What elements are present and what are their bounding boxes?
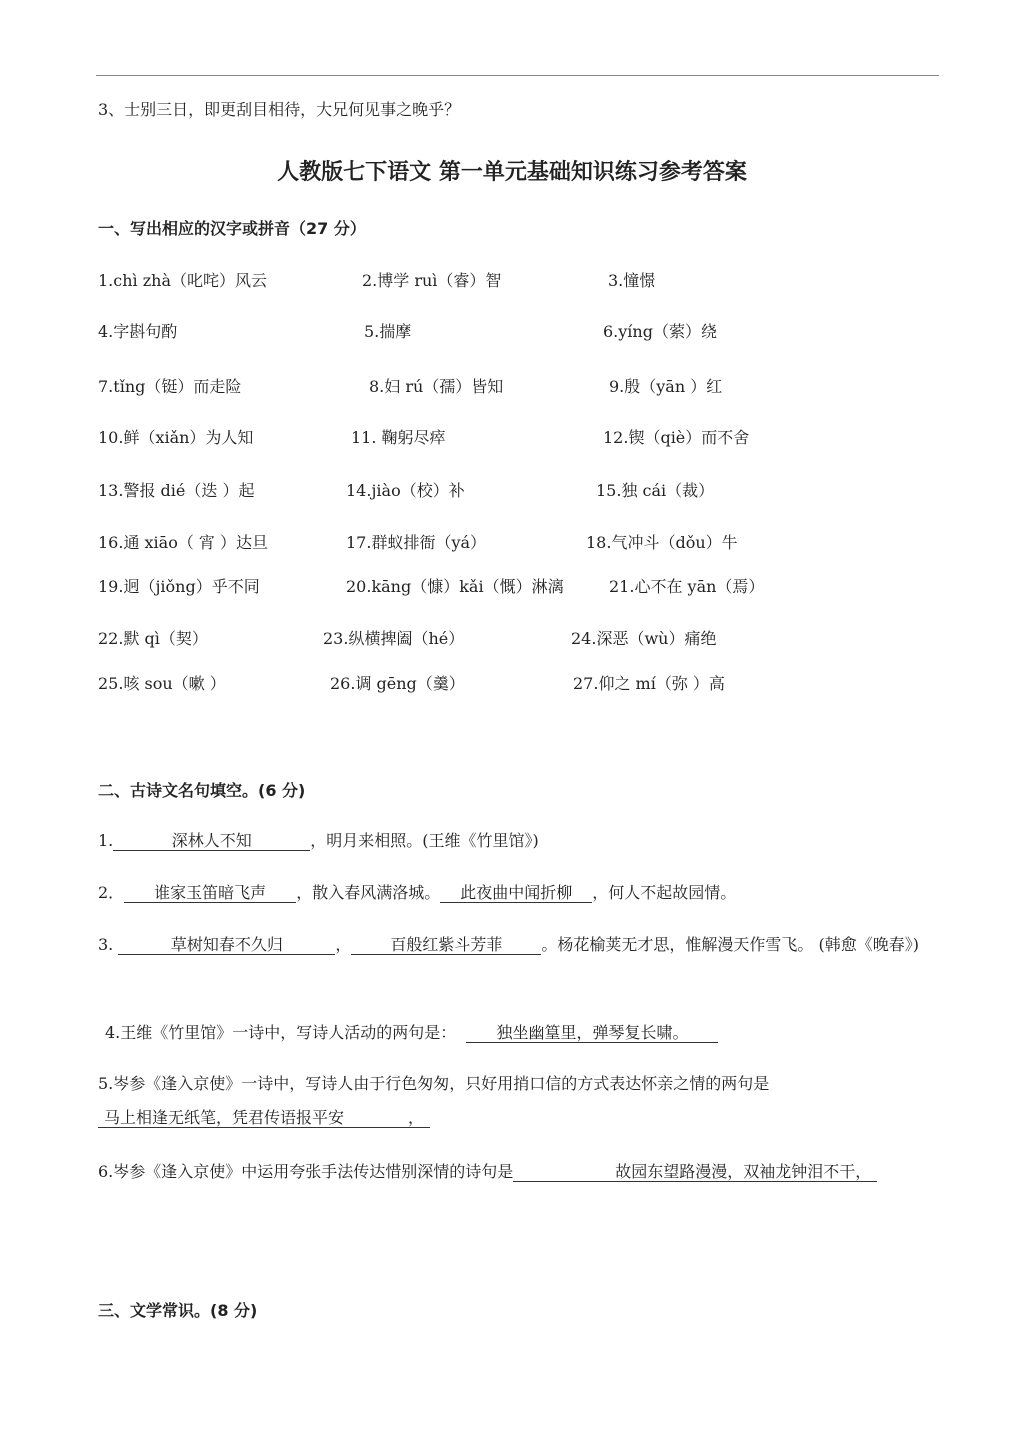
item-18: 18.气冲斗（dǒu）牛 [586, 533, 738, 552]
item-23: 23.纵横捭阖（hé） [323, 629, 465, 648]
item-11: 11. 鞠躬尽瘁 [351, 428, 446, 447]
item-7: 7.tǐng（铤）而走险 [98, 377, 242, 396]
poem-q1 [98, 831, 539, 851]
item-6: 6.yíng（萦）绕 [603, 322, 717, 341]
q4-prefix: 4.王维《竹里馆》一诗中，写诗人活动的两句是： [105, 1023, 457, 1042]
q2-number: 2． [98, 883, 125, 902]
item-9: 9.殷（yān ）红 [609, 377, 723, 396]
q4-answer: 独坐幽篁里，弹琴复长啸。 [466, 1024, 718, 1043]
item-21: 21.心不在 yān（焉） [609, 577, 765, 596]
poem-q6 [98, 1155, 940, 1189]
item-12: 12.锲（qiè）而不舍 [603, 428, 750, 447]
item-25: 25.咳 sou（嗽 ） [98, 674, 226, 693]
q5-prefix: 5.岑参《逢入京使》一诗中，写诗人由于行色匆匆，只好用捎口信的方式表达怀亲之情的两句是 [98, 1074, 770, 1093]
q1-number: 1. [98, 831, 114, 850]
section2-heading: 二、古诗文名句填空。(6 分) [98, 781, 306, 800]
q2-answer-a: 谁家玉笛暗飞声 [124, 884, 296, 903]
q2-answer-b: 此夜曲中闻折柳 [440, 884, 592, 903]
poem-q3 [98, 928, 940, 962]
item-10: 10.鲜（xiǎn）为人知 [98, 428, 254, 447]
q1-answer: 深林人不知 [113, 832, 310, 851]
item-4: 4.字斟句酌 [98, 322, 178, 341]
item-24: 24.深恶（wù）痛绝 [571, 629, 717, 648]
q6-answer: 故园东望路漫漫，双袖龙钟泪不干， [513, 1163, 877, 1182]
item-27: 27.仰之 mí（弥 ）高 [573, 674, 725, 693]
item-26: 26.调 gēng（羹） [330, 674, 465, 693]
q6-prefix: 6.岑参《逢入京使》中运用夸张手法传达惜别深情的诗句是 [98, 1162, 514, 1181]
q2-rest: ，何人不起故园情。 [592, 883, 737, 902]
item-13: 13.警报 dié（迭 ）起 [98, 481, 255, 500]
q3-answer-a: 草树知春不久归 [118, 936, 335, 955]
page-title: 人教版七下语文 第一单元基础知识练习参考答案 [277, 160, 747, 185]
q1-rest: ，明月来相照。(王维《竹里馆》) [310, 831, 539, 850]
poem-q2 [98, 883, 736, 903]
carryover-line: 3、士别三日，即更刮目相待，大兄何见事之晚乎？ [98, 100, 461, 119]
poem-q4 [105, 1023, 718, 1043]
item-20: 20.kāng（慷）kǎi（慨）淋漓 [346, 577, 564, 596]
item-17: 17.群蚁排衙（yá） [346, 533, 487, 552]
q5-answer: 马上相逢无纸笔，凭君传语报平安 ， [98, 1109, 430, 1128]
item-16: 16.通 xiāo（ 宵 ）达旦 [98, 533, 269, 552]
item-1: 1.chì zhà（叱咤）风云 [98, 271, 268, 290]
item-14: 14.jiào（校）补 [346, 481, 465, 500]
item-5: 5.揣摩 [364, 322, 412, 341]
poem-q5 [98, 1067, 940, 1135]
item-2: 2.博学 ruì（睿）智 [362, 271, 502, 290]
item-3: 3.憧憬 [608, 271, 656, 290]
item-15: 15.独 cái（裁） [596, 481, 715, 500]
section3-heading: 三、文学常识。(8 分) [98, 1301, 258, 1320]
item-8: 8.妇 rú（孺）皆知 [369, 377, 504, 396]
section1-heading: 一、写出相应的汉字或拼音（27 分） [98, 219, 366, 238]
q3-sep: ， [335, 935, 352, 954]
item-22: 22.默 qì（契） [98, 629, 208, 648]
q3-rest: 。杨花榆荚无才思，惟解漫天作雪飞。 (韩愈《晚春》) [541, 935, 919, 954]
header-rule [96, 75, 939, 76]
item-19: 19.迥（jiǒng）乎不同 [98, 577, 260, 596]
q2-mid: ，散入春风满洛城。 [296, 883, 441, 902]
q3-answer-b: 百般红紫斗芳菲 [351, 936, 541, 955]
q3-number: 3. [98, 935, 114, 954]
